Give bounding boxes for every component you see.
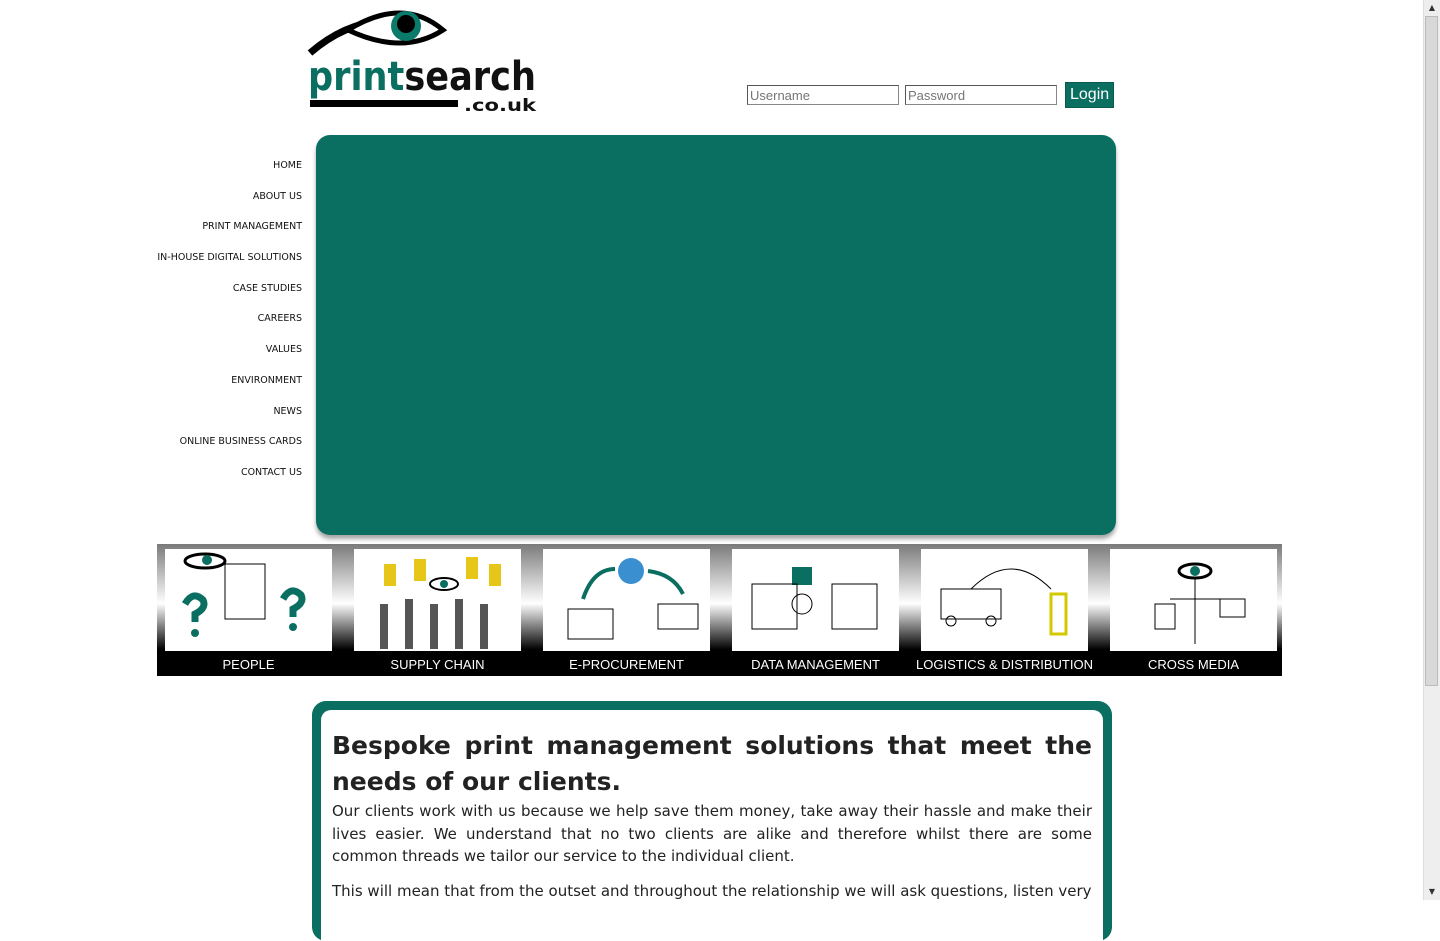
nav-environment[interactable]: ENVIRONMENT [231,374,302,386]
nav-values[interactable]: VALUES [265,344,302,356]
scrollbar-thumb[interactable] [1425,16,1438,686]
vertical-scrollbar[interactable] [1423,0,1440,900]
service-logistics-distribution[interactable] [916,544,1093,676]
service-label: LOGISTICS & DISTRIBUTION [916,657,1093,672]
hero-banner [316,135,1116,535]
supply-chain-illustration [354,549,521,651]
nav-careers[interactable]: CAREERS [257,313,302,325]
username-input[interactable] [747,85,899,105]
service-e-procurement[interactable] [543,544,710,676]
service-people[interactable] [165,544,332,676]
nav-news[interactable]: NEWS [273,405,302,417]
nav-about-us[interactable]: ABOUT US [252,190,302,202]
service-label: E-PROCUREMENT [569,657,684,672]
intro-paragraph: This will mean that from the outset and throughout the relationship we will ask questions, listen very [332,881,1092,900]
main-nav [92,158,302,496]
scroll-down-icon[interactable]: ▼ [1428,887,1436,896]
service-label: SUPPLY CHAIN [390,657,485,672]
service-label: DATA MANAGEMENT [751,657,880,672]
intro-heading: Bespoke print management solutions that meet the needs of our clients. [332,731,1092,796]
service-label: PEOPLE [222,657,275,672]
nav-contact-us[interactable]: CONTACT US [240,466,302,478]
logistics-illustration [921,549,1088,651]
login-form [747,82,1114,108]
nav-home[interactable]: HOME [273,160,302,171]
intro-paragraph: Our clients work with us because we help save them money, take away their hassle and make their lives easier. We understand that no two clients are alike and therefore whilst there are some common threads we tailor our service to the individual client. [332,802,1092,865]
login-button[interactable]: Login [1065,82,1114,108]
service-label: CROSS MEDIA [1147,657,1239,672]
nav-in-house-digital-solutions[interactable]: IN-HOUSE DIGITAL SOLUTIONS [157,252,302,264]
services-strip [157,544,1282,676]
data-management-illustration [732,549,899,651]
printsearch-logo[interactable] [308,8,555,116]
nav-case-studies[interactable]: CASE STUDIES [232,282,302,294]
service-data-management[interactable] [732,544,899,676]
service-supply-chain[interactable] [354,544,521,676]
password-input[interactable] [905,85,1057,105]
people-illustration [165,549,332,651]
nav-online-business-cards[interactable]: ONLINE BUSINESS CARDS [179,436,302,448]
logo-wordmark: printsearch [308,54,555,100]
cross-media-illustration [1110,549,1277,651]
e-procurement-illustration [543,549,710,651]
service-cross-media[interactable] [1110,544,1277,676]
logo-suffix: .co.uk [464,96,537,116]
scroll-up-icon[interactable]: ▲ [1428,3,1436,12]
nav-print-management[interactable]: PRINT MANAGEMENT [202,221,302,233]
intro-panel [312,701,1112,941]
